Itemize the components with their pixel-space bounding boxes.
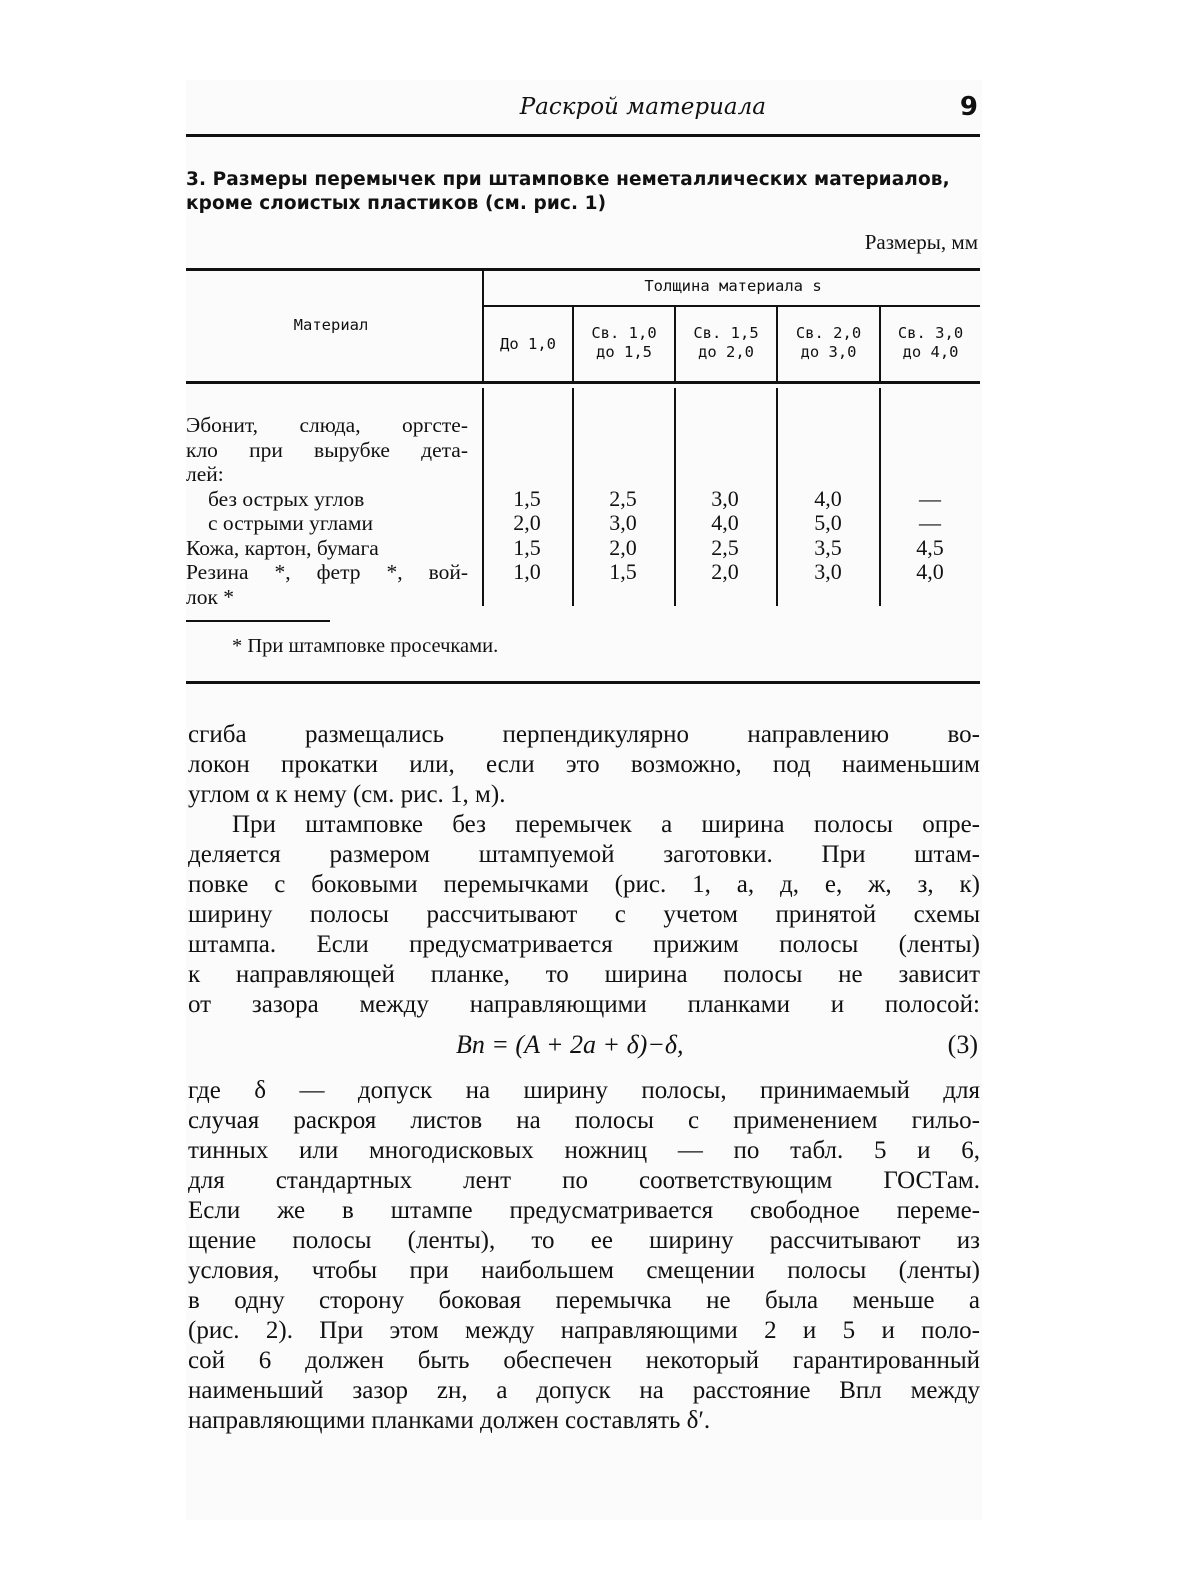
paragraph-line: повке с боковыми перемычками (рис. 1, а, д, е, ж, з, к) [188,871,980,898]
material-line: без острых углов [208,486,365,511]
table-caption [186,168,980,216]
table-cell: 3,0 [609,510,637,535]
table-vline [482,270,484,382]
column-header-line: Св. 3,0 [897,324,964,342]
formula-number: (3) [947,1030,978,1059]
table-vline [776,388,778,606]
table-cell: 2,0 [609,534,637,560]
table-cell: 3,0 [814,559,842,584]
table-vline [572,388,574,606]
column-header-line: Св. 2,0 [795,324,862,342]
table-cell: — [919,510,941,535]
table-cell: 3,0 [711,485,739,511]
column-header [881,324,980,362]
paragraph-line: сой 6 должен быть обеспечен некоторый гарантированный [188,1347,980,1374]
table-top-rule [186,268,980,271]
material-line: с острыми углами [208,511,373,535]
column-header-line: Св. 1,0 [591,324,657,342]
column-header-line: до 2,0 [698,343,754,361]
material-line: Резина *, фетр *, вой- [186,560,468,584]
table-cell: 4,5 [916,534,944,560]
paragraph-line: к направляющей планке, то ширина полосы не зависит [188,961,980,988]
material-line: кло при вырубке дета- [186,437,468,462]
table-caption-line: 3. Размеры перемычек при штамповке неметаллических материалов, [186,169,950,190]
column-header [778,324,879,362]
table-end-rule [186,681,980,684]
table-cell: 1,5 [513,485,541,511]
table-cell: 1,0 [513,559,541,584]
header-rule [186,134,980,137]
paragraph-line: локон прокатки или, если это возможно, под наименьшим [188,751,980,778]
running-title: Раскрой материала [519,94,766,120]
paragraph-line: углом α к нему (см. рис. 1, м). [188,781,506,808]
spacing-table [186,268,980,613]
table-cell: 2,0 [711,559,739,584]
paragraph-line: тинных или многодисковых ножниц — по табл. 5 и 6, [188,1137,980,1164]
table-cell: 2,5 [609,485,637,511]
table-vline [482,388,484,606]
paragraph-line: для стандартных лент по соответствующим ГОСТам. [188,1167,980,1194]
paragraph-line: При штамповке без перемычек a ширина полосы опре- [232,811,980,838]
formula-expression: Bп = (A + 2a + δ)−δ, [456,1030,684,1059]
column-header-line: до 4,0 [902,343,959,361]
table-cell: 4,0 [711,510,739,535]
table-header-rule [186,381,980,384]
paragraph-line: сгиба размещались перпендикулярно направлению во- [188,721,980,748]
table-footnote: * При штамповке просечками. [232,635,499,657]
header-material: Материал [293,316,369,334]
table-units: Размеры, мм [864,230,978,254]
paragraph-line: где δ — допуск на ширину полосы, принимаемый для [188,1077,980,1104]
table-cell: 1,5 [609,559,637,584]
table-vline [674,388,676,606]
footnote-rule [186,620,330,622]
table-cell: 2,0 [513,510,541,535]
paragraph-line: Если же в штампе предусматривается свободное переме- [188,1197,980,1224]
paragraph-line: штампа. Если предусматривается прижим полосы (ленты) [188,931,980,958]
column-header [676,324,776,362]
paragraph-line: (рис. 2). При этом между направляющими 2 и 5 и поло- [188,1317,980,1344]
table-cell: 4,0 [814,485,842,511]
material-line: Эбонит, слюда, оргсте- [186,413,468,437]
table-caption-line: кроме слоистых пластиков (см. рис. 1) [186,193,607,214]
paragraph-line: от зазора между направляющими планками и полосой: [188,991,980,1018]
paragraph-line: щение полосы (ленты), то ее ширину рассчитывают из [188,1227,980,1254]
page-number: 9 [959,92,978,122]
paragraph-line: случая раскроя листов на полосы с применением гильо- [188,1107,980,1134]
table-cell: 2,5 [711,534,739,560]
table-cell: 3,5 [814,534,842,560]
column-header-line: до 3,0 [800,343,857,361]
table-cell: 4,0 [916,559,944,584]
table-cell: 5,0 [814,510,842,535]
table-cell: — [919,485,941,511]
formula [186,1030,980,1064]
paragraph-line: ширину полосы рассчитывают с учетом принятой схемы [188,901,980,928]
paragraph-line: деляется размером штампуемой заготовки. При штам- [188,841,980,868]
table-vline [879,388,881,606]
column-header-line: Св. 1,5 [693,324,759,342]
material-line: Кожа, картон, бумага [186,535,379,560]
column-header-line: до 1,5 [596,343,652,361]
paragraph-line: условия, чтобы при наибольшем смещении полосы (ленты) [188,1257,980,1284]
paragraph-line: направляющими планками должен составлять δ′. [188,1407,711,1434]
material-line: лок * [186,584,235,609]
book-page [186,80,982,1520]
table-cell: 1,5 [513,534,541,560]
paragraph-line: в одну сторону боковая перемычка не была меньше a [188,1287,980,1314]
header-thickness: Толщина материала s [644,277,822,295]
material-line: лей: [186,462,224,486]
column-header: До 1,0 [500,335,556,353]
column-header [574,324,674,362]
table-header-divider [483,305,980,307]
running-head [186,94,982,124]
paragraph-line: наименьший зазор zн, а допуск на расстояние Bпл между [188,1377,980,1404]
